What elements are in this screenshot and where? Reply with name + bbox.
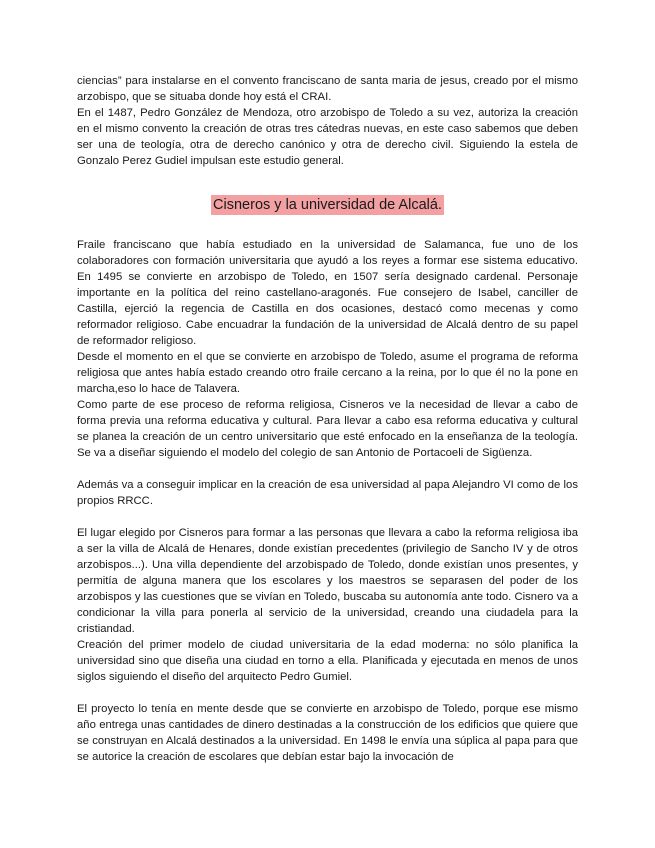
body-paragraph-7: El proyecto lo tenía en mente desde que se convierte en arzobispo de Toledo, porque ese mismo año entrega unas cantidades de dinero destinadas a la construcción de los edificios que quiere que se construyan en Alcalá destinados a la universidad. En 1498 le envía una súplica al papa para que se autorice la creación de escolares que debían estar bajo la invocación de [77, 703, 578, 763]
section-heading-wrap [77, 195, 578, 215]
intro-paragraph-2: En el 1487, Pedro González de Mendoza, otro arzobispo de Toledo a su vez, autoriza la creación en el mismo convento la creación de otras tres cátedras nuevas, en este caso sabemos que deben ser una de teología, otra de derecho canónico y otra de derecho civil. Siguiendo la estela de Gonzalo Perez Gudiel impulsan este estudio general. [77, 107, 578, 167]
document-body [77, 73, 578, 765]
paragraph-spacer [77, 461, 578, 477]
body-paragraph-5: El lugar elegido por Cisneros para formar a las personas que llevara a cabo la reforma religiosa iba a ser la villa de Alcalá de Henares, donde existían precedentes (privilegio de Sancho IV y de otros arzobispos...). Una villa dependiente del arzobispado de Toledo, donde existían unos presentes, y permitía de alguna manera que los escolares y los maestros se separasen del poder de los arzobispos y las cuestiones que se vivían en Toledo, buscaba su autonomía ante todo. Cisnero va a condicionar la villa para ponerla al servicio de la universidad, creando una ciudadela para la cristiandad. [77, 527, 578, 635]
intro-paragraph-1: ciencias” para instalarse en el convento franciscano de santa maria de jesus, creado por el mismo arzobispo, que se situaba donde hoy está el CRAI. [77, 75, 578, 103]
body-paragraph-1: Fraile franciscano que había estudiado en la universidad de Salamanca, fue uno de los colaboradores con formación universitaria que ayudó a los reyes a formar ese sistema educativo. En 1495 se convierte en arzobispo de Toledo, en 1507 sería designado cardenal. Personaje importante en la política del reino castellano-aragonés. Fue consejero de Isabel, canciller de Castilla, ejerció la regencia de Castilla en dos ocasiones, destacó como mecenas y como reformador religioso. Cabe encuadrar la fundación de la universidad de Alcalá dentro de su papel de reformador religioso. [77, 239, 578, 347]
paragraph-spacer [77, 685, 578, 701]
body-paragraph-6: Creación del primer modelo de ciudad universitaria de la edad moderna: no sólo planifica la universidad sino que diseña una ciudad en torno a ella. Planificada y ejecutada en menos de unos siglos siguiendo el diseño del arquitecto Pedro Gumiel. [77, 639, 578, 683]
body-paragraph-2: Desde el momento en el que se convierte en arzobispo de Toledo, asume el programa de reforma religiosa que antes había estado creando otro fraile cercano a la reina, por lo que él no la pone en marcha,eso lo hace de Talavera. [77, 351, 578, 395]
paragraph-spacer [77, 509, 578, 525]
body-paragraph-4: Además va a conseguir implicar en la creación de esa universidad al papa Alejandro VI como de los propios RRCC. [77, 479, 578, 507]
body-paragraph-3: Como parte de ese proceso de reforma religiosa, Cisneros ve la necesidad de llevar a cabo de forma previa una reforma educativa y cultural. Para llevar a cabo esa reforma educativa y cultural se planea la creación de un centro universitario que esté enfocado en la enseñanza de la teología. Se va a diseñar siguiendo el modelo del colegio de san Antonio de Portacoeli de Sigüenza. [77, 399, 578, 459]
section-heading: Cisneros y la universidad de Alcalá. [213, 197, 442, 213]
